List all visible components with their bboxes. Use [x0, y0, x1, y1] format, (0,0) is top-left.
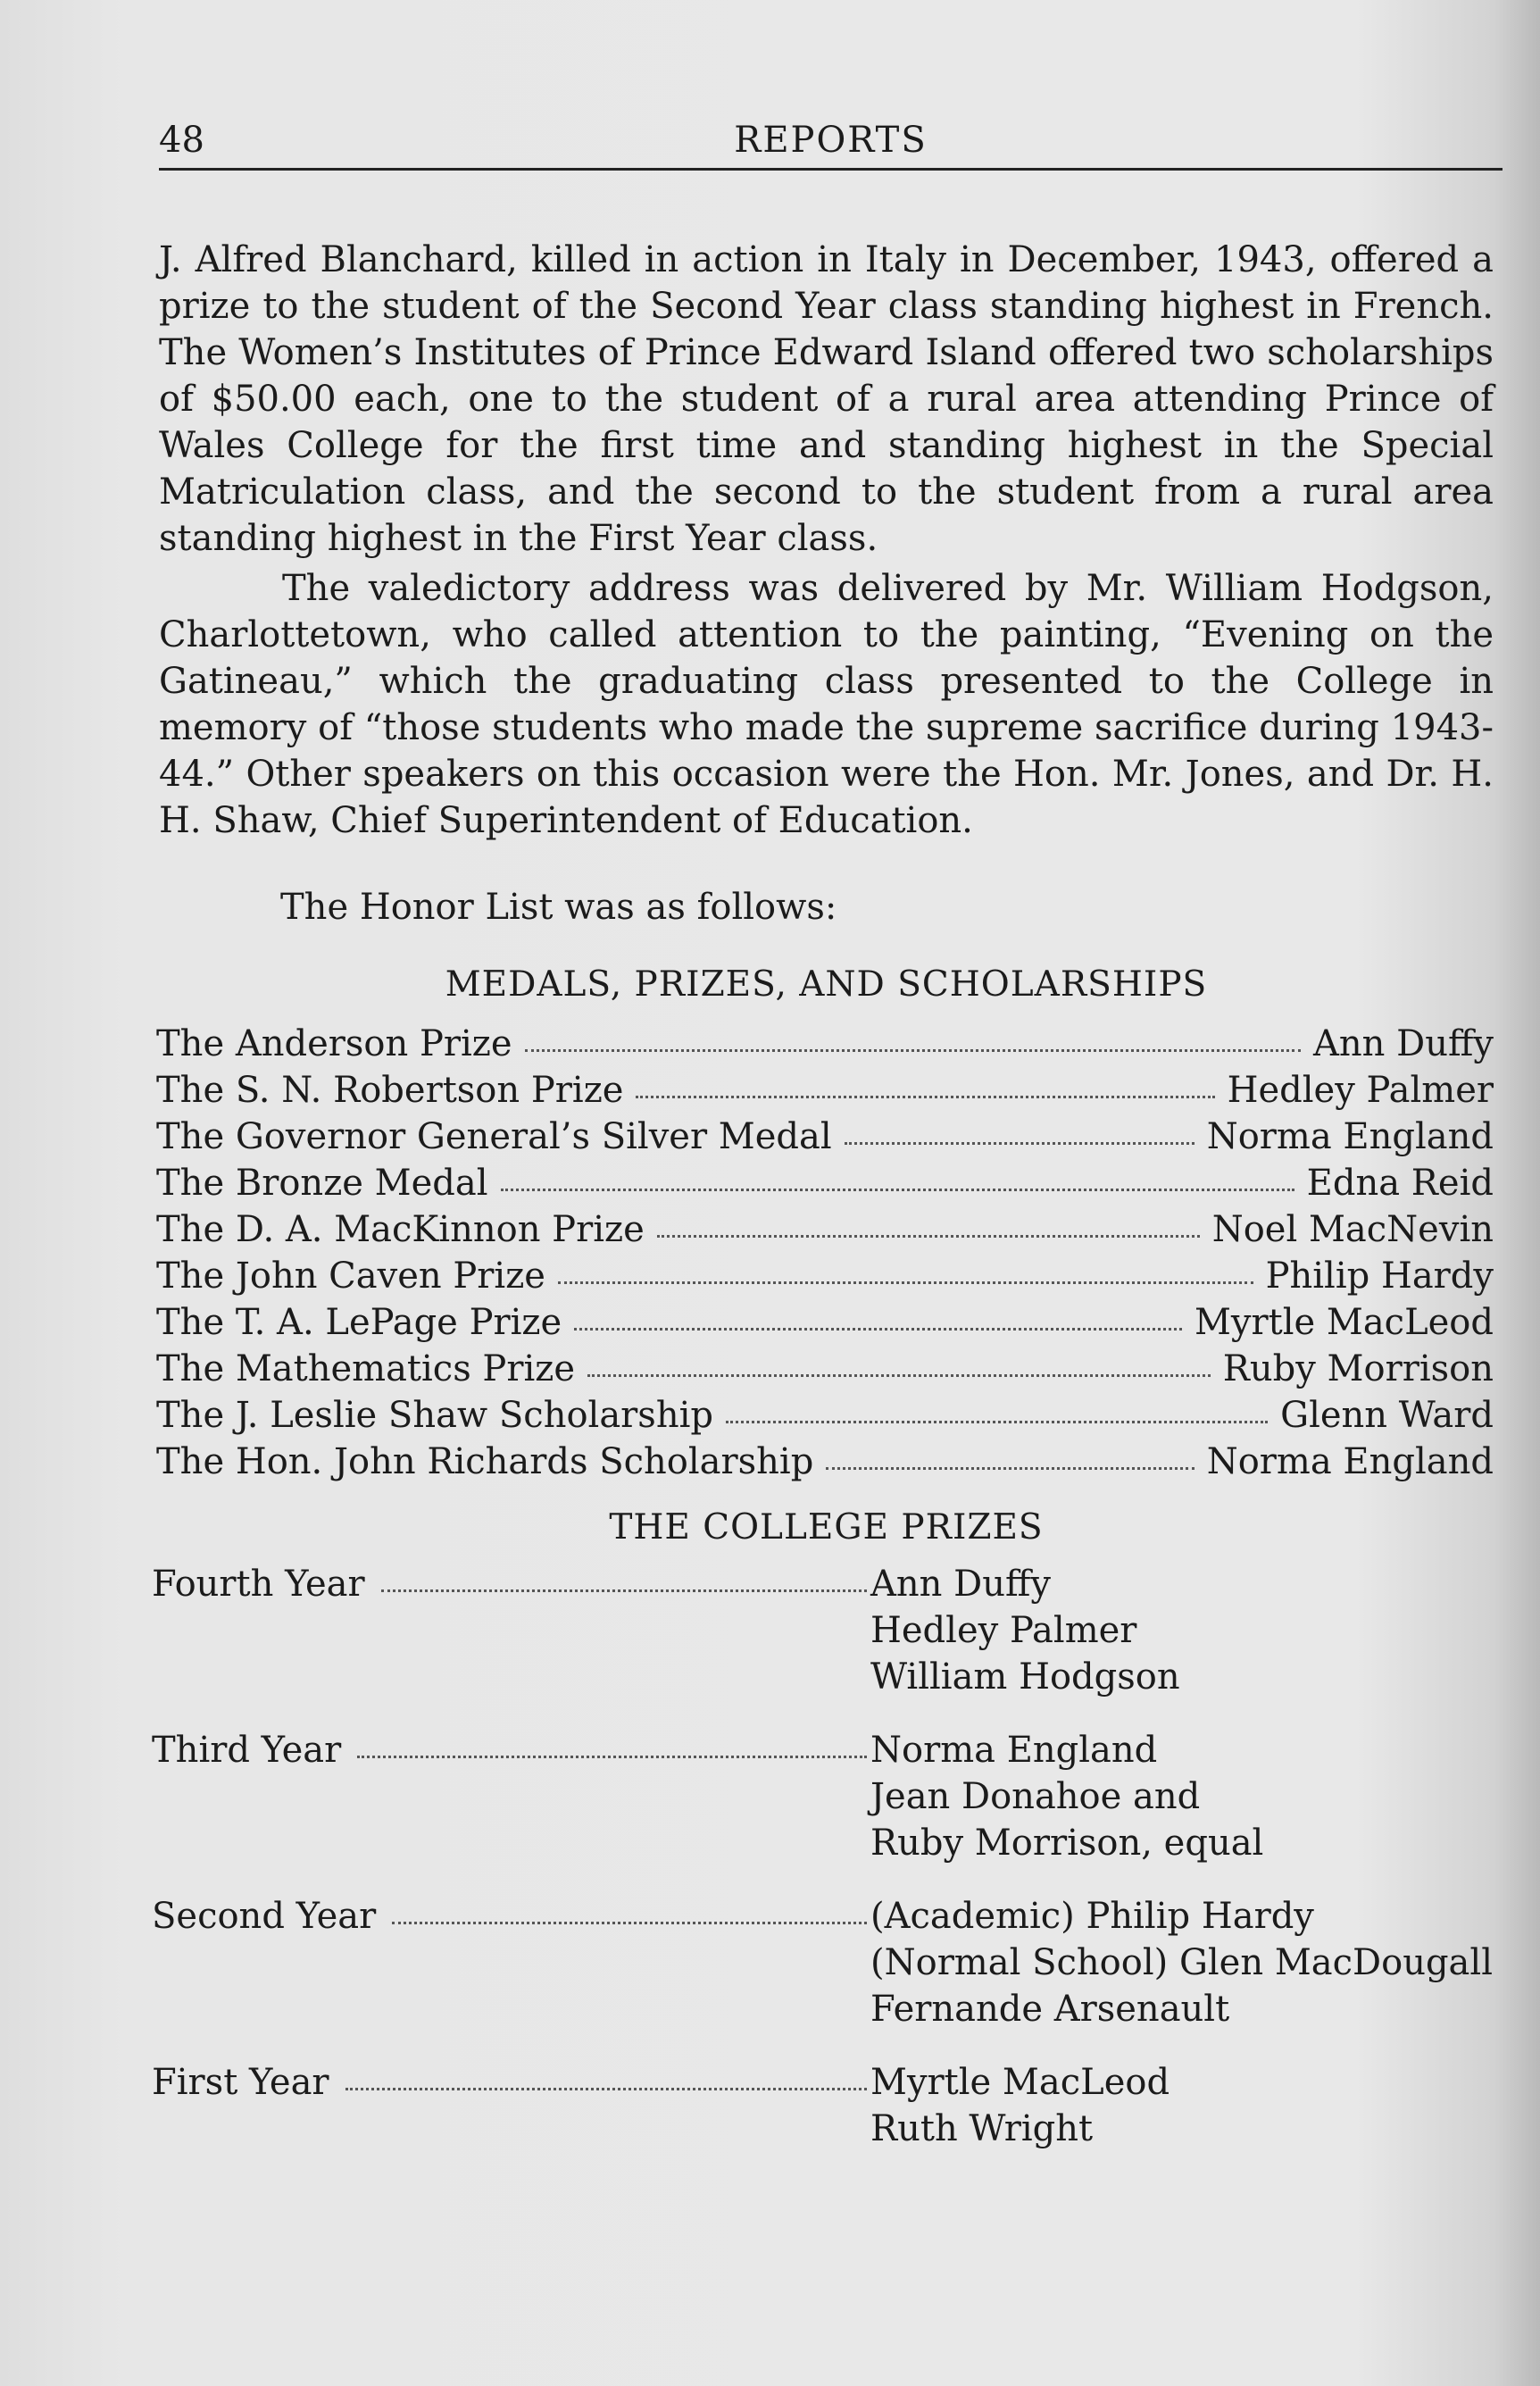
list-item [156, 1023, 1494, 1070]
winner-names [870, 1893, 1493, 2032]
list-item [156, 1209, 1494, 1256]
list-item [156, 1116, 1494, 1163]
award-name: The D. A. MacKinnon Prize [156, 1209, 645, 1250]
college-prizes-list [152, 1561, 1494, 2179]
winner-name: Hedley Palmer [870, 1610, 1137, 1651]
award-winner: Philip Hardy [1265, 1256, 1494, 1297]
dot-leader [525, 1049, 1301, 1052]
award-name: The Anderson Prize [156, 1023, 512, 1064]
list-item [156, 1163, 1494, 1209]
dot-leader [357, 1756, 867, 1758]
dot-leader [845, 1142, 1195, 1145]
dot-leader [826, 1467, 1194, 1470]
list-item [152, 1727, 1494, 1866]
winner-name: Ann Duffy [870, 1564, 1051, 1605]
winner-name: Norma England [870, 1730, 1158, 1771]
list-item [156, 1348, 1494, 1395]
award-name: The John Caven Prize [156, 1256, 545, 1297]
dot-leader [501, 1189, 1294, 1191]
year-label: Fourth Year [152, 1564, 365, 1605]
running-head: REPORTS [734, 120, 928, 161]
winner-name: Fernande Arsenault [870, 1989, 1230, 2030]
winner-name: (Academic) Philip Hardy [870, 1896, 1314, 1937]
dot-leader [574, 1328, 1182, 1331]
year-label: First Year [152, 2062, 329, 2103]
winner-names [870, 1561, 1180, 1700]
winner-name: William Hodgson [870, 1656, 1180, 1698]
dot-leader [636, 1096, 1214, 1098]
dot-leader [345, 2088, 867, 2090]
winner-name: Ruth Wright [870, 2108, 1094, 2149]
award-name: The Governor General’s Silver Medal [156, 1116, 832, 1157]
award-name: The Bronze Medal [156, 1163, 488, 1204]
winner-name: Jean Donahoe and [870, 1776, 1201, 1817]
winner-names [870, 1727, 1263, 1866]
winner-name: Myrtle MacLeod [870, 2062, 1170, 2103]
list-item [156, 1070, 1494, 1116]
dot-leader [392, 1922, 867, 1924]
body-text [159, 237, 1494, 844]
list-item [156, 1256, 1494, 1302]
list-item [152, 2059, 1494, 2152]
list-item [156, 1302, 1494, 1348]
award-name: The J. Leslie Shaw Scholarship [156, 1395, 713, 1436]
paragraph-valedictory: The valedictory address was delivered by Mr. William Hodgson, Charlottetown, who called attention to the painting, “Evening on the Gatineau,” which the graduating class presented to the College in memory of “those students who made the supreme sacrifice during 1943-44.” Other speakers on this occasion were the Hon. Mr. Jones, and Dr. H. H. Shaw, Chief Superintendent of Education. [159, 568, 1494, 841]
list-item [152, 1561, 1494, 1700]
award-winner: Norma England [1206, 1441, 1494, 1482]
page-header [159, 113, 1503, 171]
award-winner: Myrtle MacLeod [1194, 1302, 1494, 1343]
dot-leader [726, 1421, 1268, 1423]
dot-leader [381, 1589, 867, 1592]
page-number: 48 [159, 120, 204, 161]
dot-leader [657, 1235, 1200, 1238]
winner-name: (Normal School) Glen MacDougall [870, 1942, 1493, 1983]
winner-name: Ruby Morrison, equal [870, 1823, 1264, 1864]
award-winner: Glenn Ward [1280, 1395, 1494, 1436]
award-winner: Noel MacNevin [1211, 1209, 1494, 1250]
award-winner: Edna Reid [1306, 1163, 1494, 1204]
year-label: Third Year [152, 1730, 342, 1771]
award-winner: Norma England [1206, 1116, 1494, 1157]
medals-section-title: MEDALS, PRIZES, AND SCHOLARSHIPS [445, 964, 1208, 1005]
paragraph-blanchard-prize: J. Alfred Blanchard, killed in action in Italy in December, 1943, offered a prize to the student of the Second Year class standing highest in French. The Women’s Institutes of Prince Edward Island offered two scholarships of $50.00 each, one to the student of a rural area attending Prince of Wales College for the first time and standing highest in the Special Matriculation class, and the second to the student from a rural area standing highest in the First Year class. [159, 239, 1494, 559]
award-name: The T. A. LePage Prize [156, 1302, 562, 1343]
award-name: The S. N. Robertson Prize [156, 1070, 624, 1111]
dot-leader [587, 1374, 1211, 1377]
list-item [156, 1395, 1494, 1441]
award-winner: Ruby Morrison [1222, 1348, 1494, 1389]
college-prizes-title: THE COLLEGE PRIZES [609, 1507, 1044, 1548]
medals-list [156, 1023, 1494, 1488]
year-label: Second Year [152, 1896, 377, 1937]
list-item [152, 1893, 1494, 2032]
award-name: The Mathematics Prize [156, 1348, 576, 1389]
honor-list-intro: The Honor List was as follows: [280, 887, 837, 928]
winner-names [870, 2059, 1170, 2152]
award-winner: Hedley Palmer [1227, 1070, 1494, 1111]
award-name: The Hon. John Richards Scholarship [156, 1441, 814, 1482]
dot-leader [558, 1281, 1253, 1284]
award-winner: Ann Duffy [1313, 1023, 1494, 1064]
list-item [156, 1441, 1494, 1488]
